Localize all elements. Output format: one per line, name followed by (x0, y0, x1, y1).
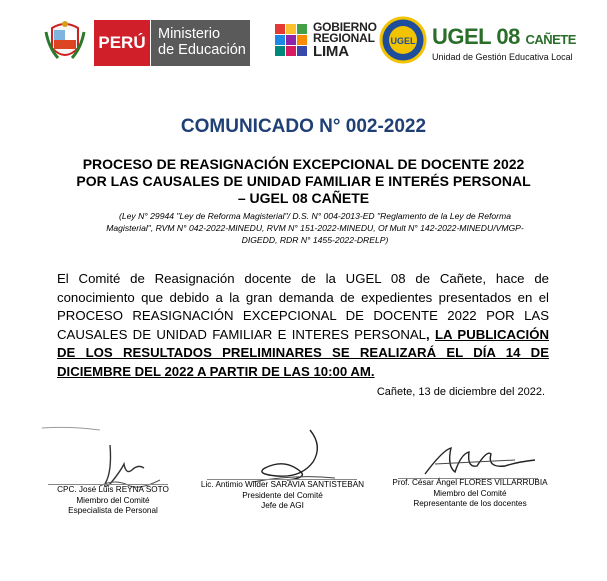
signature-1-role1: Miembro del Comité (76, 495, 150, 505)
document-date: Cañete, 13 de diciembre del 2022. (376, 386, 545, 398)
svg-text:UGEL: UGEL (390, 36, 416, 46)
signature-3 (390, 478, 550, 510)
ugel-seal-icon (379, 16, 427, 64)
body-comma: , (426, 326, 435, 342)
signature-2-name: Lic. Antimio Wilder SARAVIA SANTISTEBAN (200, 480, 365, 489)
subtitle-line-3: – UGEL 08 CAÑETE (237, 190, 370, 206)
ugel-title (432, 24, 576, 50)
gr-line-2: REGIONAL (313, 31, 375, 45)
subtitle-line-1: PROCESO DE REASIGNACIÓN EXCEPCIONAL DE DOCENTE 2022 (82, 156, 525, 172)
ugel-subtitle: Unidad de Gestión Educativa Local (432, 52, 573, 62)
ugel-title-canete: CAÑETE (525, 32, 576, 47)
gr-line-3: LIMA (313, 43, 349, 60)
gobierno-regional-label (313, 22, 377, 59)
minedu-label (151, 20, 250, 66)
body-plain-text: El Comité de Reasignación docente de la UGEL 08 de Cañete, hace de conocimiento que debido a la gran demanda de expedientes presentados en el PROCESO REASIGNACIÓN EXCEPCIONAL DE DOCENTE 2022 POR LAS CAUSALES DE UNIDAD FAMILIAR E INTERES PERSONAL (57, 271, 549, 342)
process-subtitle (0, 156, 607, 207)
gobierno-regional-logo-icon (273, 22, 309, 58)
signature-2 (200, 480, 365, 512)
ugel-title-main: UGEL 08 (432, 24, 520, 49)
peru-label: PERÚ (94, 20, 150, 66)
signature-3-stroke (395, 444, 555, 480)
signature-3-role2: Representante de los docentes (413, 499, 527, 508)
signature-2-role2: Jefe de AGI (261, 501, 304, 510)
signature-1 (38, 485, 188, 517)
body-emphasis-text: LA PUBLICACIÓN DE LOS RESULTADOS PRELIMINARES SE REALIZARÁ EL DÍA 14 DE DICIEMBRE DEL 2022 A PARTIR DE LAS 10:00 AM. (57, 326, 549, 379)
gr-line-1: GOBIERNO (313, 20, 377, 34)
announcement-body (57, 270, 549, 381)
peru-coat-of-arms-icon (44, 18, 86, 66)
signature-3-role1: Miembro del Comité (433, 488, 507, 498)
legal-reference: (Ley N° 29944 "Ley de Reforma Magisterial"/ D.S. N° 004-2013-ED "Reglamento de la Ley de Reforma Magisterial", RVM N° 042-2022-MINEDU, RVM N° 151-2022-MINEDU, Of Mult N° 142-2022-MINEDU/VMGP-DIGEDD, RDR N° 1455-2022-DRELP) (106, 211, 524, 245)
document-title: COMUNICADO N° 002-2022 (180, 116, 427, 137)
signature-2-role1: Presidente del Comité (242, 490, 323, 500)
subtitle-line-2: POR LAS CAUSALES DE UNIDAD FAMILIAR E INTERÉS PERSONAL (76, 173, 531, 189)
signature-1-name: CPC. José Luis REYNA SOTO (57, 485, 169, 494)
signature-3-name: Prof. César Ángel FLORES VILLARRUBIA (392, 478, 548, 487)
minedu-line-2: de Educación (158, 42, 246, 58)
minedu-line-1: Ministerio (158, 26, 221, 42)
signature-1-role2: Especialista de Personal (68, 506, 158, 515)
